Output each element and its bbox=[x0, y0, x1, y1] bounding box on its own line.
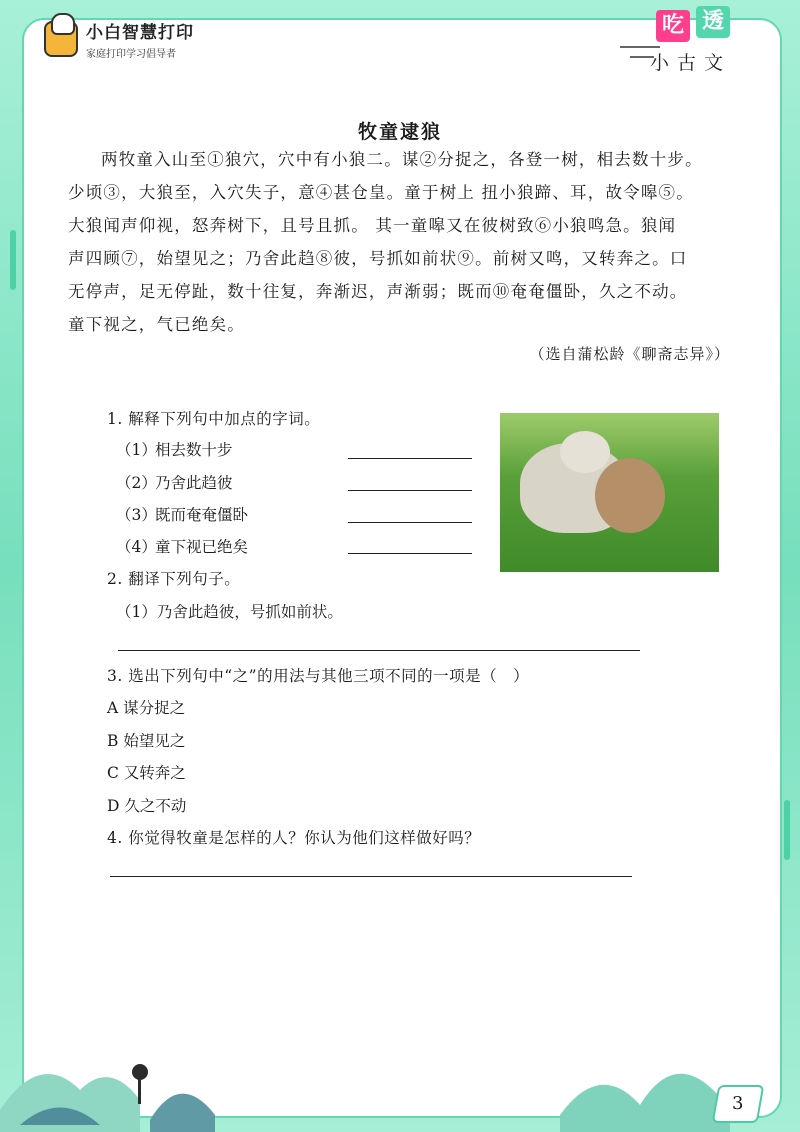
logo-mark-icon bbox=[44, 21, 78, 57]
question-2: 2. 翻译下列句子。 bbox=[107, 570, 241, 588]
q1-item-text: 既而奄奄僵卧 bbox=[155, 506, 249, 524]
brand-subtitle: 小古文 bbox=[650, 52, 732, 74]
question-4: 4. 你觉得牧童是怎样的人？你认为他们这样做好吗？ bbox=[107, 829, 481, 847]
passage-line: 大狼闻声仰视，怒奔树下，且号且抓。 其一童嗥又在彼树致⑥小狼鸣急。狼闻 bbox=[68, 216, 677, 235]
q1-item-num: （4） bbox=[116, 538, 157, 556]
frame-decoration bbox=[10, 230, 16, 290]
article-source: （选自蒲松龄《聊斋志异》） bbox=[529, 345, 730, 363]
brand-char-chi: 吃 bbox=[656, 10, 690, 42]
article-passage bbox=[68, 143, 734, 341]
q3-option-c[interactable]: C 又转奔之 bbox=[107, 764, 186, 782]
q1-item-text: 乃舍此趋彼 bbox=[155, 474, 233, 492]
q1-answer-line-3[interactable] bbox=[348, 522, 472, 523]
passage-line: 声四顾⑦，始望见之；乃舍此趋⑧彼，号抓如前状⑨。前树又鸣，又转奔之。口 bbox=[68, 249, 688, 268]
q4-answer-line[interactable] bbox=[110, 876, 632, 877]
page-number: 3 bbox=[712, 1085, 765, 1123]
q1-item-num: （2） bbox=[116, 474, 157, 492]
article-title: 牧童逮狼 bbox=[357, 121, 442, 143]
q1-answer-line-4[interactable] bbox=[348, 553, 472, 554]
passage-line: 无停声，足无停趾，数十往复，奔渐迟，声渐弱；既而⑩奄奄僵卧，久之不动。 bbox=[68, 282, 688, 301]
logo-subtitle: 家庭打印学习倡导者 bbox=[86, 49, 176, 60]
series-brand bbox=[620, 4, 770, 84]
q1-item-text: 童下视已绝矣 bbox=[155, 538, 249, 556]
wolf-cub-shape bbox=[595, 458, 665, 533]
q2-answer-line[interactable] bbox=[118, 650, 640, 651]
q1-item-num: （1） bbox=[116, 441, 157, 459]
q1-item-num: （3） bbox=[116, 506, 157, 524]
mountain-scenery bbox=[0, 1030, 800, 1132]
wolf-cubs-photo bbox=[500, 413, 719, 572]
q3-option-d[interactable]: D 久之不动 bbox=[107, 797, 187, 815]
logo-title: 小白智慧打印 bbox=[86, 23, 194, 43]
q1-item-text: 相去数十步 bbox=[155, 441, 233, 459]
question-3: 3. 选出下列句中“之”的用法与其他三项不同的一项是（ ） bbox=[107, 667, 530, 685]
passage-line: 童下视之，气已绝矣。 bbox=[68, 315, 245, 334]
passage-line: 少顷③，大狼至，入穴失子，意④甚仓皇。童于树上 扭小狼蹄、耳，故令嗥⑤。 bbox=[68, 183, 694, 202]
q2-item: （1）乃舍此趋彼，号抓如前状。 bbox=[116, 603, 343, 621]
logo bbox=[44, 18, 194, 60]
wolf-cub-shape bbox=[560, 431, 610, 473]
q3-option-a[interactable]: A 谋分捉之 bbox=[107, 699, 186, 717]
brand-char-tou: 透 bbox=[696, 6, 730, 38]
q3-option-b[interactable]: B 始望见之 bbox=[107, 732, 186, 750]
passage-line: 两牧童入山至①狼穴，穴中有小狼二。谋②分捉之，各登一树，相去数十步。 bbox=[101, 150, 703, 169]
q1-answer-line-2[interactable] bbox=[348, 490, 472, 491]
frame-decoration bbox=[784, 800, 790, 860]
q1-answer-line-1[interactable] bbox=[348, 458, 472, 459]
question-1: 1. 解释下列句中加点的字词。 bbox=[107, 410, 321, 428]
